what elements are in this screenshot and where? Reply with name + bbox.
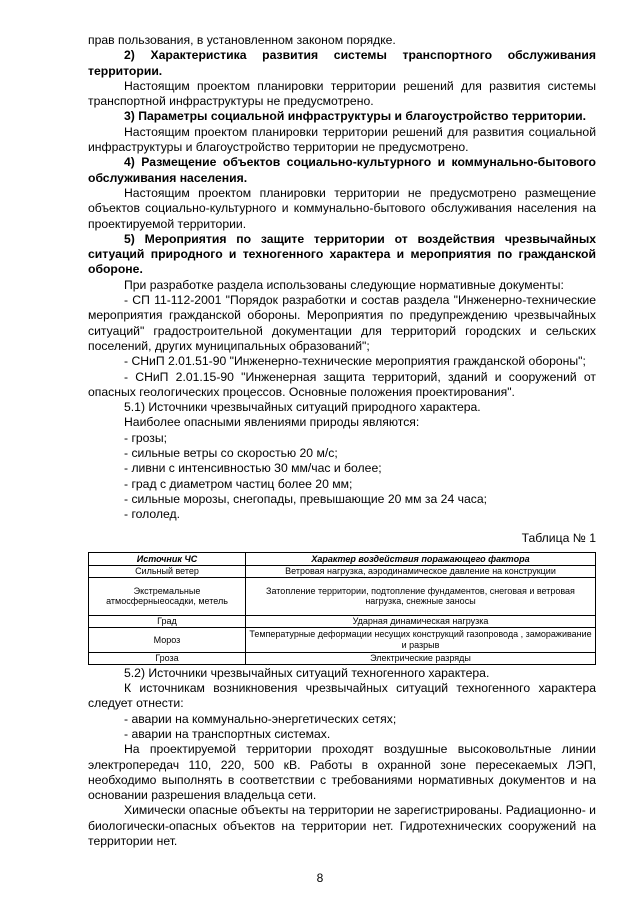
list-item: - ливни с интенсивностью 30 мм/час и более; — [124, 461, 382, 476]
table-row — [89, 627, 596, 652]
heading-placement: 4) Размещение объектов социально-культурного и коммунально-бытового обслуживания населения. — [88, 155, 596, 185]
list-item: - аварии на транспортных системах. — [124, 726, 331, 741]
paragraph-transport: Настоящим проектом планировки территории решений для развития системы транспортной инфраструктуры не предусмотрено. — [88, 78, 596, 109]
table-cell: Экстремальные атмосферныеосадки, метель — [89, 577, 246, 615]
table-caption: Таблица № 1 — [521, 530, 596, 545]
norm-doc-snip-2: - СНиП 2.01.15-90 "Инженерная защита территорий, зданий и сооружений от опасных геологических процессов. Основные положения проектирования". — [88, 369, 596, 399]
subheading-natural: 5.1) Источники чрезвычайных ситуаций природного характера. — [124, 400, 481, 415]
list-item: - грозы; — [124, 430, 168, 445]
table-cell: Температурные деформации несущих конструкций газопровода , замораживание и разрыв — [246, 627, 596, 652]
hazard-table — [88, 552, 596, 665]
paragraph-continuation: прав пользования, в установленном законом порядке. — [88, 33, 396, 47]
paragraph-social: Настоящим проектом планировки территории решений для развития социальной инфраструктуры и благоустройство территории не предусмотрено. — [88, 124, 596, 155]
table-header-impact: Характер воздействия поражающего фактора — [246, 552, 596, 565]
list-item: - град с диаметром частиц более 20 мм; — [124, 476, 353, 491]
document-page — [88, 33, 596, 849]
table-cell: Затопление территории, подтопление фундаментов, снеговая и ветровая нагрузка, снежные заносы — [246, 577, 596, 615]
norm-doc-snip-1: - СНиП 2.01.51-90 "Инженерно-технические мероприятия гражданской обороны"; — [124, 354, 586, 369]
heading-protection: 5) Мероприятия по защите территории от воздействия чрезвычайных ситуаций природного и техногенного характера и мероприятия по гражданской обороне. — [88, 231, 596, 277]
paragraph-hazardous-objects: Химически опасные объекты на территории не зарегистрированы. Радиационно- и биологически-опасных объектов на территории нет. Гидротехнических сооружений на территории нет. — [88, 803, 596, 849]
heading-transport: 2) Характеристика развития системы транспортного обслуживания территории. — [88, 48, 596, 78]
table-row — [89, 615, 596, 627]
table-header-source: Источник ЧС — [89, 552, 246, 565]
list-item: - аварии на коммунально-энергетических сетях; — [124, 711, 397, 726]
list-item: - сильные ветры со скоростью 20 м/с; — [124, 446, 338, 461]
table-cell: Мороз — [89, 627, 246, 652]
table-cell: Ветровая нагрузка, аэродинамическое давление на конструкции — [246, 565, 596, 577]
paragraph-technogenic-intro: К источникам возникновения чрезвычайных ситуаций техногенного характера следует отнести: — [88, 681, 596, 711]
table-cell: Гроза — [89, 652, 246, 664]
page-number: 8 — [316, 871, 324, 885]
list-item: - сильные морозы, снегопады, превышающие 20 мм за 24 часа; — [124, 491, 487, 506]
norm-doc-sp: - СП 11-112-2001 "Порядок разработки и состав раздела "Инженерно-технические мероприятия гражданской обороны. Мероприятия по предупреждению чрезвычайных ситуаций" градостроительной документации для территорий городских и сельских поселений, других муниципальных образований"; — [88, 293, 596, 353]
table-row — [89, 652, 596, 664]
table-cell: Сильный ветер — [89, 565, 246, 577]
table-cell: Электрические разряды — [246, 652, 596, 664]
table-cell: Град — [89, 615, 246, 627]
paragraph-norm-docs-intro: При разработке раздела использованы следующие нормативные документы: — [124, 277, 564, 292]
table-row — [89, 565, 596, 577]
subheading-technogenic: 5.2) Источники чрезвычайных ситуаций техногенного характера. — [124, 665, 490, 680]
paragraph-placement: Настоящим проектом планировки территории не предусмотрено размещение объектов социально-культурного и коммунально-бытового обслуживания населения на проектируемой территории. — [88, 185, 596, 231]
paragraph-dangerous-intro: Наиболее опасными явлениями природы являются: — [124, 415, 420, 430]
table-row — [89, 577, 596, 615]
paragraph-power-lines: На проектируемой территории проходят воздушные высоковольтные линии электропередач 110, 220, 500 кВ. Работы в охранной зоне пересекаемых ЛЭП, необходимо выполнять в соответствии с требованиями нормативных документов и на основании разрешения владельца сети. — [88, 742, 596, 803]
list-item: - гололед. — [124, 507, 181, 522]
heading-social: 3) Параметры социальной инфраструктуры и благоустройство территории. — [124, 109, 587, 124]
table-header-row — [89, 552, 596, 565]
table-cell: Ударная динамическая нагрузка — [246, 615, 596, 627]
